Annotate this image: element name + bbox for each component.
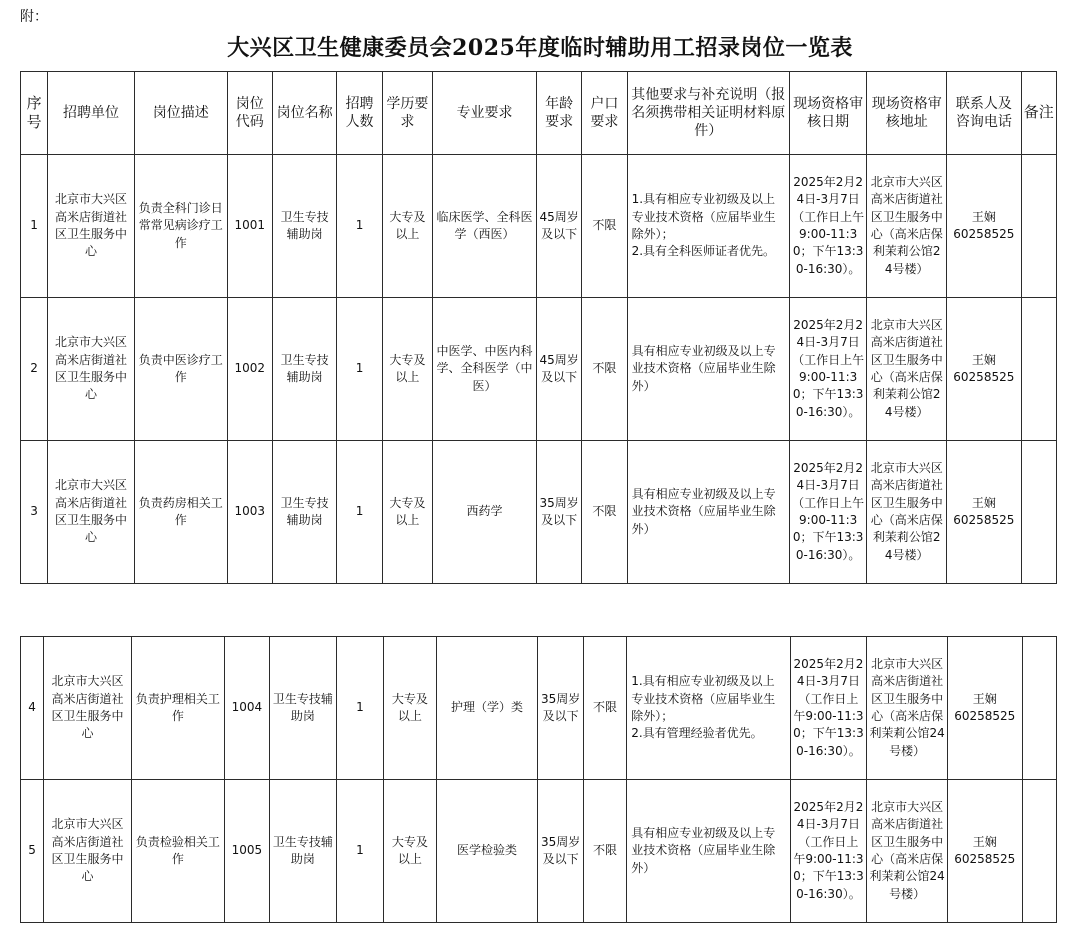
cell-hukou: 不限 [583, 637, 626, 780]
cell-no: 5 [21, 780, 44, 923]
cell-other: 具有相应专业初级及以上专业技术资格（应届毕业生除外） [627, 780, 790, 923]
cell-unit: 北京市大兴区高米店街道社区卫生服务中心 [48, 298, 135, 441]
cell-age: 45周岁及以下 [536, 155, 581, 298]
header-cell: 学历要求 [382, 72, 432, 155]
header-cell: 现场资格审核日期 [789, 72, 867, 155]
table-row [21, 298, 1057, 441]
cell-no: 1 [21, 155, 48, 298]
cell-count: 1 [337, 155, 382, 298]
cell-unit: 北京市大兴区高米店街道社区卫生服务中心 [44, 780, 132, 923]
cell-edu: 大专及以上 [382, 298, 432, 441]
cell-remark [1021, 441, 1056, 584]
cell-post: 卫生专技辅助岗 [270, 780, 337, 923]
cell-code: 1003 [227, 441, 272, 584]
cell-count: 1 [336, 780, 383, 923]
cell-other: 1.具有相应专业初级及以上专业技术资格（应届毕业生除外）； 2.具有全科医师证者优先。 [627, 155, 789, 298]
cell-no: 2 [21, 298, 48, 441]
cell-edu: 大专及以上 [384, 780, 436, 923]
cell-unit: 北京市大兴区高米店街道社区卫生服务中心 [48, 155, 135, 298]
cell-age: 35周岁及以下 [538, 780, 583, 923]
cell-address: 北京市大兴区高米店街道社区卫生服务中心（高米店保利茉莉公馆24号楼） [867, 780, 948, 923]
header-cell: 备注 [1021, 72, 1056, 155]
cell-edu: 大专及以上 [384, 637, 436, 780]
cell-contact: 王娴 60258525 [947, 155, 1022, 298]
cell-remark [1022, 780, 1056, 923]
cell-address: 北京市大兴区高米店街道社区卫生服务中心（高米店保利茉莉公馆24号楼） [867, 637, 948, 780]
cell-date: 2025年2月24日-3月7日（工作日上午9:00-11:30；下午13:30-16:30）。 [790, 637, 867, 780]
cell-unit: 北京市大兴区高米店街道社区卫生服务中心 [44, 637, 132, 780]
table-row [21, 155, 1057, 298]
cell-major: 临床医学、全科医学（西医） [433, 155, 537, 298]
cell-edu: 大专及以上 [382, 441, 432, 584]
cell-desc: 负责药房相关工作 [134, 441, 227, 584]
cell-contact: 王娴 60258525 [947, 780, 1022, 923]
cell-hukou: 不限 [583, 780, 626, 923]
cell-post: 卫生专技辅助岗 [272, 298, 336, 441]
cell-remark [1021, 298, 1056, 441]
annex-label: 附： [20, 9, 48, 25]
recruitment-table-top [20, 71, 1057, 584]
cell-remark [1021, 155, 1056, 298]
cell-age: 45周岁及以下 [536, 298, 581, 441]
cell-other: 具有相应专业初级及以上专业技术资格（应届毕业生除外） [627, 441, 789, 584]
header-cell: 岗位描述 [134, 72, 227, 155]
cell-date: 2025年2月24日-3月7日（工作日上午9:00-11:30；下午13:30-16:30）。 [790, 780, 867, 923]
cell-desc: 负责中医诊疗工作 [134, 298, 227, 441]
cell-address: 北京市大兴区高米店街道社区卫生服务中心（高米店保利茉莉公馆24号楼） [867, 298, 947, 441]
header-cell: 序号 [21, 72, 48, 155]
header-cell: 专业要求 [433, 72, 537, 155]
cell-other: 具有相应专业初级及以上专业技术资格（应届毕业生除外） [627, 298, 789, 441]
cell-no: 3 [21, 441, 48, 584]
cell-major: 医学检验类 [436, 780, 538, 923]
cell-desc: 负责全科门诊日常常见病诊疗工作 [134, 155, 227, 298]
cell-desc: 负责检验相关工作 [131, 780, 224, 923]
cell-post: 卫生专技辅助岗 [272, 155, 336, 298]
cell-age: 35周岁及以下 [536, 441, 581, 584]
header-cell: 年龄要求 [536, 72, 581, 155]
cell-age: 35周岁及以下 [538, 637, 583, 780]
cell-date: 2025年2月24日-3月7日（工作日上午9:00-11:30；下午13:30-16:30）。 [789, 298, 867, 441]
header-cell: 其他要求与补充说明（报名须携带相关证明材料原件） [627, 72, 789, 155]
cell-other: 1.具有相应专业初级及以上专业技术资格（应届毕业生除外）； 2.具有管理经验者优先。 [627, 637, 790, 780]
cell-date: 2025年2月24日-3月7日（工作日上午9:00-11:30；下午13:30-16:30）。 [789, 441, 867, 584]
page-title: 大兴区卫生健康委员会2025年度临时辅助用工招录岗位一览表 [227, 35, 853, 61]
cell-contact: 王娴 60258525 [947, 637, 1022, 780]
header-cell: 户口要求 [582, 72, 627, 155]
cell-count: 1 [337, 441, 382, 584]
cell-code: 1005 [224, 780, 269, 923]
cell-post: 卫生专技辅助岗 [270, 637, 337, 780]
cell-count: 1 [336, 637, 383, 780]
cell-address: 北京市大兴区高米店街道社区卫生服务中心（高米店保利茉莉公馆24号楼） [867, 155, 947, 298]
cell-post: 卫生专技辅助岗 [272, 441, 336, 584]
cell-count: 1 [337, 298, 382, 441]
header-cell: 招聘单位 [48, 72, 135, 155]
header-cell: 岗位代码 [227, 72, 272, 155]
header-cell: 招聘人数 [337, 72, 382, 155]
table-header-row [21, 72, 1057, 155]
cell-edu: 大专及以上 [382, 155, 432, 298]
cell-major: 西药学 [433, 441, 537, 584]
table-row [21, 441, 1057, 584]
cell-hukou: 不限 [582, 155, 627, 298]
table-row [21, 637, 1057, 780]
cell-major: 中医学、中医内科学、全科医学（中医） [433, 298, 537, 441]
recruitment-table-bottom [20, 636, 1057, 923]
cell-unit: 北京市大兴区高米店街道社区卫生服务中心 [48, 441, 135, 584]
cell-code: 1001 [227, 155, 272, 298]
cell-hukou: 不限 [582, 298, 627, 441]
cell-no: 4 [21, 637, 44, 780]
cell-contact: 王娴 60258525 [947, 441, 1022, 584]
cell-contact: 王娴 60258525 [947, 298, 1022, 441]
cell-major: 护理（学）类 [436, 637, 538, 780]
header-cell: 现场资格审核地址 [867, 72, 947, 155]
header-cell: 岗位名称 [272, 72, 336, 155]
header-cell: 联系人及咨询电话 [947, 72, 1022, 155]
cell-date: 2025年2月24日-3月7日（工作日上午9:00-11:30；下午13:30-16:30）。 [789, 155, 867, 298]
cell-desc: 负责护理相关工作 [131, 637, 224, 780]
cell-address: 北京市大兴区高米店街道社区卫生服务中心（高米店保利茉莉公馆24号楼） [867, 441, 947, 584]
table-row [21, 780, 1057, 923]
cell-code: 1004 [224, 637, 269, 780]
cell-remark [1022, 637, 1056, 780]
cell-hukou: 不限 [582, 441, 627, 584]
cell-code: 1002 [227, 298, 272, 441]
